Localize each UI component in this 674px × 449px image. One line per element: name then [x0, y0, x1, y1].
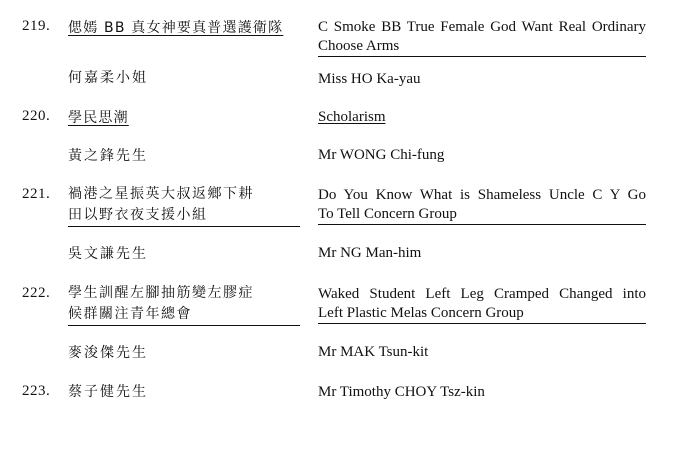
- org-name-chinese-text: 偲嫣 BB 真女神要真普選護衛隊: [68, 20, 284, 36]
- representative-chinese: 黃之鋒先生: [68, 148, 148, 164]
- org-name-chinese-line2: 候群關注青年總會: [68, 306, 192, 322]
- org-name-chinese: [68, 283, 300, 326]
- org-name-english-text: Scholarism: [318, 109, 386, 125]
- representative-english: Mr MAK Tsun-kit: [318, 344, 429, 360]
- representative-english: Mr NG Man-him: [318, 245, 422, 261]
- representative-english: Mr WONG Chi-fung: [318, 147, 445, 163]
- org-name-chinese: [68, 184, 300, 227]
- org-name-english-line2: Left Plastic Melas Concern Group: [318, 305, 524, 321]
- entry-number: 221.: [22, 186, 51, 202]
- org-name-chinese-text: 學民思潮: [68, 110, 129, 126]
- representative-chinese: 蔡子健先生: [68, 384, 148, 400]
- org-name-english: C Smoke BB True Female God Want Real Ordinary Choose Arms: [318, 18, 646, 57]
- entry-number: 220.: [22, 108, 51, 124]
- org-name-english: [318, 108, 646, 127]
- org-name-english: [318, 186, 646, 225]
- org-name-english-line2: To Tell Concern Group: [318, 206, 457, 222]
- org-name-chinese-line1: 禍港之星振英大叔返鄉下耕: [68, 186, 254, 202]
- representative-english: Mr Timothy CHOY Tsz-kin: [318, 384, 485, 400]
- entry-number: 219.: [22, 18, 51, 34]
- org-name-chinese: [68, 108, 300, 129]
- representative-chinese: 何嘉柔小姐: [68, 70, 148, 86]
- representative-chinese: 麥浚傑先生: [68, 345, 148, 361]
- org-name-chinese: [68, 18, 300, 39]
- entry-number: 222.: [22, 285, 51, 301]
- representative-english: Miss HO Ka-yau: [318, 71, 421, 87]
- org-name-english-line1: Waked Student Left Leg Cramped Changed into: [318, 286, 646, 302]
- entry-number: 223.: [22, 383, 51, 399]
- representative-chinese: 吳文謙先生: [68, 246, 148, 262]
- org-name-chinese-line2: 田以野衣夜支援小組: [68, 207, 208, 223]
- org-name-chinese-line1: 學生訓醒左腳抽筋變左膠症: [68, 285, 254, 301]
- org-name-english: [318, 285, 646, 324]
- org-name-english-line1: Do You Know What is Shameless Uncle C Y Go: [318, 187, 646, 203]
